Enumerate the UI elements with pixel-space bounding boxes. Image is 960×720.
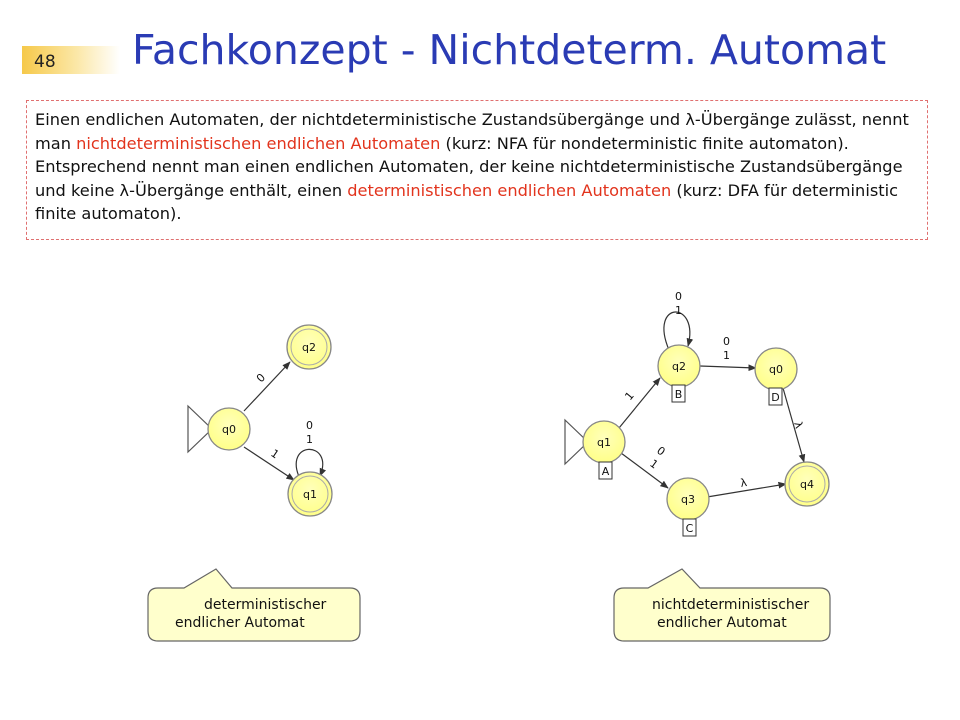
nfa-state-q1-label: q1 (597, 436, 611, 449)
dfa-state-q1-label: q1 (303, 488, 317, 501)
dfa-state-q1 (288, 472, 332, 516)
definition-text-2: (kurz: NFA für nondeterministic finite automaton). Entsprechend nennt man einen endlichen Automaten, der keine nichtdeterministische Zustandsübergänge und keine λ-Übergänge enthält, einen (35, 133, 903, 200)
nfa-loop-label-0: 0 (675, 290, 682, 303)
nfa-callout-line2: endlicher Automat (657, 615, 787, 631)
definition-text-3: (kurz: DFA für deterministic finite automaton). (35, 180, 898, 223)
nfa-loop-q2 (664, 312, 690, 350)
nfa-label-q2-q0-1: 1 (723, 349, 730, 362)
dfa-state-q0 (208, 408, 250, 450)
nfa-term: nichtdeterministischen endlichen Automaten (76, 133, 441, 153)
nfa-state-q3-label: q3 (681, 493, 695, 506)
nfa-edge-q1-q3 (621, 453, 668, 488)
nfa-state-q3 (667, 478, 709, 520)
nfa-edge-q2-q0 (700, 366, 756, 368)
nfa-tag-a (599, 462, 612, 479)
nfa-label-q3-q4: λ (739, 476, 748, 490)
nfa-state-q0 (755, 348, 797, 390)
page-title: Fachkonzept - Nichtdeterm. Automat (132, 26, 887, 74)
dfa-loop-label-0: 0 (306, 419, 313, 432)
definition-text-1: Einen endlichen Automaten, der nichtdeterministische Zustandsübergänge und λ-Übergänge zulässt, nennt man (35, 110, 909, 153)
dfa-label-q0-q2: 0 (253, 370, 269, 386)
dfa-term: deterministischen endlichen Automaten (347, 180, 672, 200)
dfa-diagram (188, 325, 332, 516)
dfa-callout-line1: deterministischer (204, 597, 327, 613)
nfa-state-q2-label: q2 (672, 360, 686, 373)
page-number: 48 (34, 52, 56, 72)
nfa-state-q1 (583, 421, 625, 463)
nfa-tag-d (769, 388, 782, 405)
nfa-label-q1-q2: 1 (622, 389, 637, 403)
dfa-state-q2-label: q2 (302, 341, 316, 354)
nfa-tag-c (683, 519, 696, 536)
nfa-edge-q1-q2 (619, 378, 660, 428)
nfa-label-q1-q3-1: 1 (647, 456, 661, 472)
nfa-state-q2 (658, 345, 700, 387)
nfa-tag-b-label: B (674, 388, 683, 401)
dfa-callout-line2: endlicher Automat (175, 615, 305, 631)
dfa-label-q0-q1: 1 (268, 446, 282, 462)
nfa-state-q4-label: q4 (800, 478, 814, 491)
dfa-edge-q0-q2 (244, 362, 290, 411)
nfa-tag-d-label: D (771, 391, 780, 404)
nfa-state-q0-label: q0 (769, 363, 783, 376)
nfa-diagram (565, 290, 829, 536)
nfa-state-q4 (785, 462, 829, 506)
nfa-tag-a-label: A (601, 465, 610, 478)
dfa-loop-label-1: 1 (306, 433, 313, 446)
nfa-callout-line1: nichtdeterministischer (652, 597, 810, 613)
nfa-label-q2-q0-0: 0 (723, 335, 730, 348)
dfa-edge-q0-q1 (244, 447, 294, 480)
nfa-label-q0-q4: λ (791, 419, 806, 431)
nfa-tag-c-label: C (685, 522, 694, 535)
nfa-loop-label-1: 1 (675, 304, 682, 317)
dfa-state-q2 (287, 325, 331, 369)
dfa-state-q0-label: q0 (222, 423, 236, 436)
nfa-label-q1-q3-0: 0 (654, 443, 668, 459)
nfa-tag-b (672, 385, 685, 402)
